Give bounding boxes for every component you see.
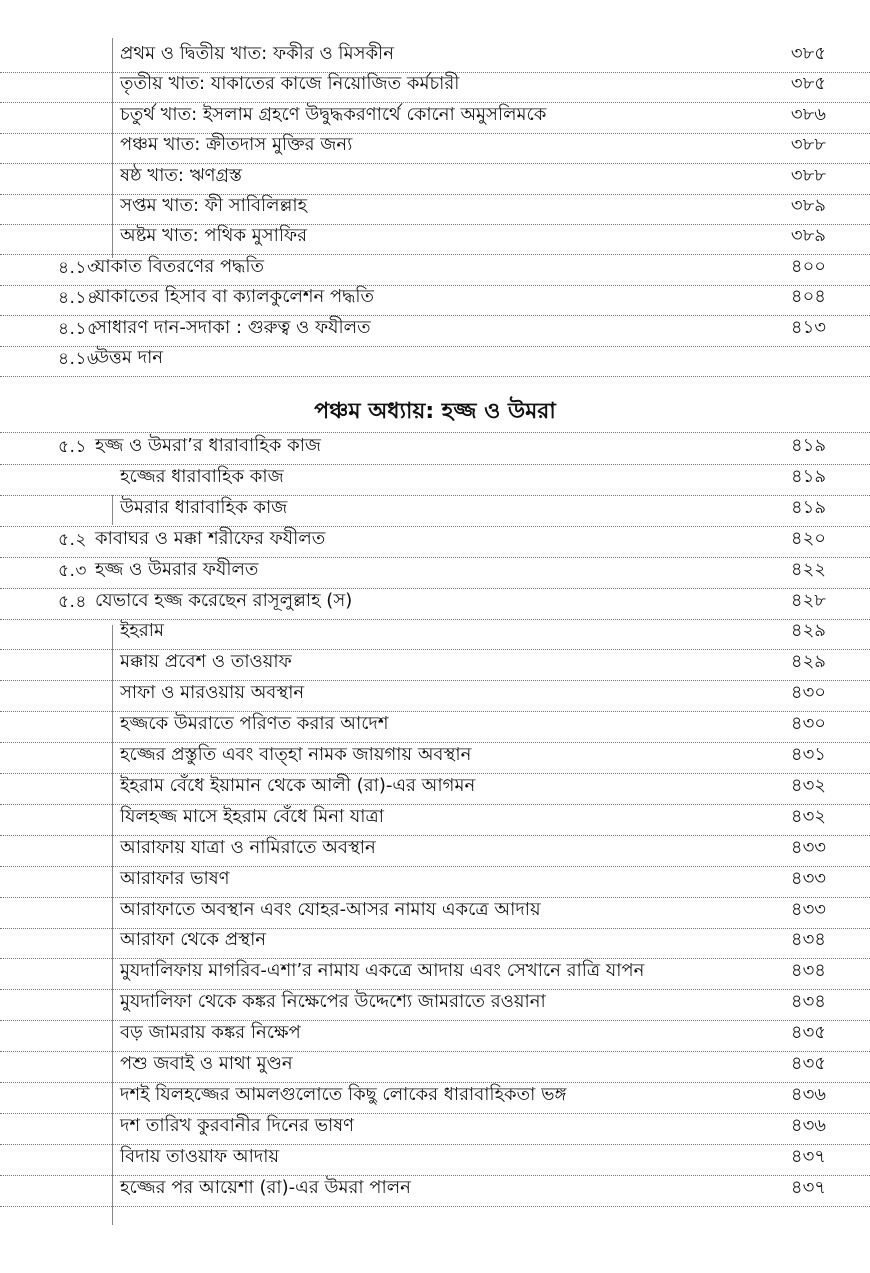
entry-title: আরাফা থেকে প্রস্থান [120, 929, 267, 951]
page-number: ৩৮৯ [790, 225, 826, 247]
entry-title: যেভাবে হজ্জ করেছেন রাসূলুল্লাহ (স) [95, 589, 353, 611]
entry-title: হজ্জের প্রস্তুতি এবং বাত্হা নামক জায়গায় অবস্থান [120, 744, 472, 765]
toc-entry [0, 990, 870, 1021]
entry-title: প্রথম ও দ্বিতীয় খাত: ফকীর ও মিসকীন [120, 43, 394, 64]
entry-title: হজ্জের পর আয়েশা (রা)-এর উমরা পালন [120, 1176, 411, 1198]
entry-title: ইহরাম [120, 620, 164, 642]
toc-entry [0, 712, 870, 743]
page-number: ৪৩৩ [790, 898, 826, 920]
toc-entry [0, 255, 870, 286]
page-number: ৪৩৪ [790, 960, 826, 982]
toc-entry [0, 496, 870, 527]
toc-entry [0, 164, 870, 195]
entry-title: সাফা ও মারওয়ায় অবস্থান [120, 682, 305, 704]
section-number: ৪.১৩ [58, 257, 99, 278]
entry-title: আরাফায় যাত্রা ও নামিরাতে অবস্থান [120, 836, 376, 858]
toc-entry [0, 72, 870, 103]
entry-title: বিদায় তাওয়াফ আদায় [120, 1145, 280, 1167]
toc-entry [0, 959, 870, 990]
page-number: ৪৩২ [790, 774, 826, 796]
page-number: ৪১৯ [790, 465, 826, 487]
entry-title: যিলহজ্জ মাসে ইহরাম বেঁধে মিনা যাত্রা [120, 805, 384, 827]
page-number: ৪১৯ [790, 496, 826, 518]
entry-title: হজ্জকে উমরাতে পরিণত করার আদেশ [120, 713, 389, 735]
entry-title: দশই যিলহজ্জের আমলগুলোতে কিছু লোকের ধারাবাহিকতা ভঙ্গ [120, 1083, 567, 1105]
toc-entry [0, 867, 870, 898]
page-number: ৩৮৯ [790, 195, 826, 216]
toc-entry [0, 42, 870, 73]
page-number: ৪৩৩ [790, 836, 826, 858]
page-number: ৪২২ [790, 558, 826, 580]
section-number: ৪.১৪ [58, 288, 99, 309]
page-number: ৪৩৬ [790, 1114, 826, 1136]
page-number: ৪৩২ [790, 805, 826, 827]
section-number: ৪.১৫ [58, 318, 99, 339]
chapter-heading: পঞ্চম অধ্যায়: হজ্জ ও উমরা [0, 392, 870, 433]
entry-title: ষষ্ঠ খাত: ঋণগ্রস্ত [120, 164, 242, 186]
entry-title: সপ্তম খাত: ফী সাবিলিল্লাহ [120, 195, 308, 216]
entry-title: মুযদালিফা থেকে কঙ্কর নিক্ষেপের উদ্দেশ্যে জামরাতে রওয়ানা [120, 991, 546, 1013]
section-number: ৫.৪ [58, 591, 87, 612]
section-number: ৪.১৬ [58, 349, 99, 369]
entry-title: হজ্জ ও উমরা’র ধারাবাহিক কাজ [95, 435, 322, 456]
toc-entry [0, 527, 870, 558]
toc-entry [0, 619, 870, 650]
page-number: ৩৮৫ [790, 43, 826, 64]
entry-title: ইহরাম বেঁধে ইয়ামান থেকে আলী (রা)-এর আগমন [120, 774, 476, 796]
toc-entry [0, 1114, 870, 1145]
section-number: ৫.২ [58, 529, 87, 550]
page-number: ৪৩৩ [790, 867, 826, 889]
toc-entry [0, 558, 870, 589]
entry-title: তৃতীয় খাত: যাকাতের কাজে নিয়োজিত কর্মচারী [120, 73, 460, 95]
page-number: ৪৩১ [790, 744, 826, 765]
toc-entry [0, 836, 870, 867]
toc-entry [0, 133, 870, 164]
page-number: ৪০০ [790, 255, 826, 277]
page-number: ৩৮৮ [790, 134, 826, 156]
page-number: ৩৮৫ [790, 73, 826, 95]
toc-entry [0, 1176, 870, 1207]
entry-title: পঞ্চম খাত: ক্রীতদাস মুক্তির জন্য [120, 134, 353, 156]
page-number: ৪০৪ [790, 286, 826, 308]
section-number: ৫.১ [58, 437, 87, 457]
entry-title: চতুর্থ খাত: ইসলাম গ্রহণে উদ্বুদ্ধকরণার্থে কোনো অমুসলিমকে [120, 103, 547, 125]
entry-title: উমরার ধারাবাহিক কাজ [120, 496, 288, 518]
page-number: ৩৮৬ [790, 103, 826, 125]
toc-entry [0, 465, 870, 496]
toc-entry [0, 346, 870, 377]
toc-entry [0, 316, 870, 347]
page-number: ৪৩৫ [790, 1022, 826, 1044]
entry-title: হজ্জের ধারাবাহিক কাজ [120, 465, 284, 487]
toc-entry [0, 224, 870, 255]
entry-title: আরাফার ভাষণ [120, 867, 230, 889]
toc-entry [0, 681, 870, 712]
toc-entry [0, 743, 870, 774]
toc-entry [0, 650, 870, 681]
page-number: ৪৩৪ [790, 929, 826, 951]
page-number: ৪৩৬ [790, 1083, 826, 1105]
page-number: ৪৩৭ [790, 1145, 826, 1167]
toc-entry [0, 285, 870, 316]
page-number: ৪২৮ [790, 589, 826, 611]
toc-entry [0, 1145, 870, 1176]
page-number: ৩৮৮ [790, 164, 826, 186]
page-number: ৪৩০ [790, 713, 826, 735]
entry-title: মুযদালিফায় মাগরিব-এশা’র নামায একত্রে আদায় এবং সেখানে রাত্রি যাপন [120, 960, 645, 982]
entry-title: দশ তারিখ কুরবানীর দিনের ভাষণ [120, 1114, 355, 1136]
page-number: ৪৩০ [790, 682, 826, 704]
toc-entry [0, 1021, 870, 1052]
toc-entry [0, 589, 870, 620]
page-number: ৪১৯ [790, 435, 826, 456]
toc-entry [0, 103, 870, 134]
toc-entry [0, 928, 870, 959]
toc-entry [0, 805, 870, 836]
page-number: ৪২০ [790, 527, 826, 549]
entry-title: পশু জবাই ও মাথা মুণ্ডন [120, 1053, 293, 1074]
toc-entry [0, 898, 870, 929]
toc-entry [0, 434, 870, 465]
page-number: ৪৩৫ [790, 1053, 826, 1074]
entry-title: যাকাত বিতরণের পদ্ধতি [95, 255, 265, 277]
toc-entry [0, 774, 870, 805]
toc-entry [0, 1052, 870, 1083]
page-number: ৪২৯ [790, 651, 826, 673]
page-number: ৪৩৪ [790, 991, 826, 1013]
entry-title: কাবাঘর ও মক্কা শরীফের ফযীলত [95, 527, 326, 549]
entry-title: বড় জামরায় কঙ্কর নিক্ষেপ [120, 1022, 301, 1044]
page-number: ৪২৯ [790, 620, 826, 642]
entry-title: যাকাতের হিসাব বা ক্যালকুলেশন পদ্ধতি [95, 286, 375, 308]
entry-title: আরাফাতে অবস্থান এবং যোহর-আসর নামায একত্রে আদায় [120, 898, 541, 920]
page-number: ৪১৩ [790, 316, 826, 338]
entry-title: অষ্টম খাত: পথিক মুসাফির [120, 225, 308, 247]
entry-title: উত্তম দান [95, 347, 164, 368]
entry-title: হজ্জ ও উমরার ফযীলত [95, 558, 259, 580]
entry-title: মক্কায় প্রবেশ ও তাওয়াফ [120, 651, 292, 673]
toc-entry [0, 194, 870, 225]
section-number: ৫.৩ [58, 560, 87, 581]
toc-entry [0, 1083, 870, 1114]
entry-title: সাধারণ দান-সদাকা : গুরুত্ব ও ফযীলত [95, 316, 371, 338]
page-number: ৪৩৭ [790, 1176, 826, 1198]
